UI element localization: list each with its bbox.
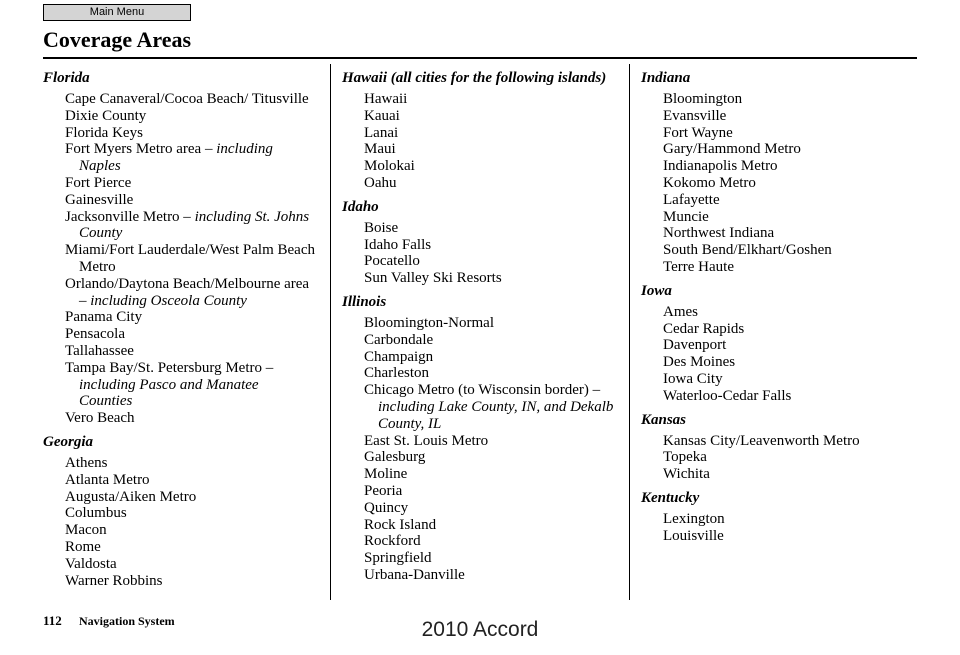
city-name: Peoria [364, 482, 403, 499]
city-item [47, 242, 315, 276]
city-name: Northwest Indiana [663, 225, 775, 242]
city-name: Vero Beach [65, 410, 135, 427]
state-heading: Georgia [43, 433, 93, 450]
city-name: Evansville [663, 107, 727, 124]
city-item [645, 449, 916, 466]
city-item [645, 242, 916, 259]
city-item [47, 343, 315, 360]
city-item [47, 192, 315, 209]
main-menu-button[interactable]: Main Menu [43, 4, 191, 21]
column-2 [342, 69, 617, 584]
city-item [645, 158, 916, 175]
city-item [47, 141, 315, 175]
city-item [346, 141, 617, 158]
city-item [47, 175, 315, 192]
city-item [47, 573, 315, 590]
city-name: Gainesville [65, 191, 134, 208]
city-item [346, 533, 617, 550]
city-item [47, 209, 315, 243]
city-item [47, 522, 315, 539]
column-divider [629, 64, 630, 600]
watermark: 2010 Accord [421, 618, 539, 641]
city-name: Boise [364, 219, 399, 236]
city-item [346, 500, 617, 517]
city-item [645, 108, 916, 125]
city-name: Charleston [364, 365, 429, 382]
city-name: South Bend/Elkhart/Goshen [663, 242, 832, 259]
city-item [346, 365, 617, 382]
city-item [645, 388, 916, 405]
city-name: Lexington [663, 510, 725, 527]
city-name: Molokai [364, 158, 415, 175]
city-name: Rockford [364, 533, 421, 550]
city-name: Florida Keys [65, 124, 143, 141]
city-item [346, 466, 617, 483]
footer-section-label: Navigation System [79, 614, 175, 628]
city-name: Warner Robbins [65, 572, 163, 589]
state-heading: Florida [43, 70, 90, 86]
city-name: Dixie County [65, 107, 147, 124]
city-item [645, 466, 916, 483]
city-item [346, 449, 617, 466]
city-item [645, 91, 916, 108]
state-heading: Hawaii (all cities for the following islands) [342, 70, 607, 86]
city-name: Waterloo-Cedar Falls [663, 387, 792, 404]
city-item [346, 220, 617, 237]
city-item [47, 410, 315, 427]
city-item [47, 505, 315, 522]
city-item [645, 225, 916, 242]
city-item [645, 259, 916, 276]
city-name: Urbana-Danville [364, 566, 465, 583]
city-name: Rome [65, 538, 101, 555]
city-item [346, 108, 617, 125]
city-item [47, 455, 315, 472]
city-name: Terre Haute [663, 258, 734, 275]
city-item [47, 309, 315, 326]
city-item [645, 125, 916, 142]
city-name: Idaho Falls [364, 236, 432, 253]
city-name: Augusta/Aiken Metro [65, 488, 197, 505]
city-item [47, 276, 315, 310]
city-name: Pensacola [65, 326, 125, 343]
city-item [47, 360, 315, 410]
city-item [346, 158, 617, 175]
city-name: Des Moines [663, 354, 736, 371]
city-name: Miami/Fort Lauderdale/West Palm Beach Metro [65, 242, 315, 275]
city-name: Rock Island [364, 516, 437, 533]
city-name: Kauai [364, 107, 400, 124]
city-name: Wichita [663, 466, 710, 483]
column-3 [641, 69, 916, 545]
city-item [346, 91, 617, 108]
city-name: Sun Valley Ski Resorts [364, 270, 502, 287]
city-name: Lanai [364, 124, 399, 141]
city-name: Maui [364, 141, 396, 158]
city-item [645, 337, 916, 354]
city-note: – including Lake County, IN, and Dekalb County, IL [378, 382, 614, 432]
city-name: Iowa City [663, 370, 723, 387]
city-name: Bloomington [663, 91, 743, 107]
city-name: Kansas City/Leavenworth Metro [663, 432, 860, 449]
city-name: Champaign [364, 348, 434, 365]
city-item [346, 253, 617, 270]
state-heading: Kansas [641, 411, 687, 428]
city-name: Orlando/Daytona Beach/Melbourne area – [65, 275, 310, 309]
state-heading: Kentucky [641, 489, 700, 506]
state-heading: Idaho [342, 198, 379, 215]
city-item [346, 270, 617, 287]
city-item [346, 517, 617, 534]
city-name: Fort Wayne [663, 124, 733, 141]
city-item [346, 315, 617, 332]
city-item [645, 209, 916, 226]
city-item [47, 326, 315, 343]
city-name: Atlanta Metro [65, 471, 150, 488]
city-item [346, 567, 617, 584]
city-note: including Osceola County [90, 292, 247, 309]
city-name: Columbus [65, 505, 127, 522]
city-item [645, 321, 916, 338]
city-item [346, 550, 617, 567]
city-name: Tallahassee [65, 342, 134, 359]
city-name: Moline [364, 466, 408, 483]
city-name: Fort Pierce [65, 174, 132, 191]
city-name: Cape Canaveral/Cocoa Beach/ Titusville [65, 91, 309, 107]
city-name: Panama City [65, 309, 143, 326]
city-item [645, 511, 916, 528]
city-name: Oahu [364, 174, 397, 191]
city-name: East St. Louis Metro [364, 432, 489, 449]
city-name: Bloomington-Normal [364, 314, 494, 331]
city-name: Chicago Metro (to Wisconsin border) [364, 382, 593, 399]
city-item [645, 354, 916, 371]
city-item [346, 332, 617, 349]
state-heading: Indiana [641, 70, 691, 86]
city-name: Carbondale [364, 331, 434, 348]
city-item [47, 489, 315, 506]
city-name: Pocatello [364, 253, 420, 270]
column-divider [330, 64, 331, 600]
city-name: Springfield [364, 550, 432, 567]
city-item [645, 528, 916, 545]
city-item [346, 349, 617, 366]
city-item [645, 371, 916, 388]
column-1 [43, 69, 315, 589]
city-note: including Pasco and Manatee Counties [79, 376, 259, 410]
title-divider [43, 57, 917, 59]
city-item [346, 175, 617, 192]
page-title: Coverage Areas [43, 27, 192, 52]
city-name: Fort Myers Metro area – [65, 141, 217, 158]
city-item [47, 556, 315, 573]
city-name: Gary/Hammond Metro [663, 141, 801, 158]
city-name: Jacksonville Metro – [65, 208, 195, 225]
city-name: Valdosta [65, 555, 117, 572]
city-item [645, 141, 916, 158]
city-item [47, 125, 315, 142]
city-item [47, 91, 315, 108]
city-item [645, 192, 916, 209]
city-name: Quincy [364, 499, 409, 516]
city-item [346, 382, 617, 432]
city-name: Galesburg [364, 449, 426, 466]
city-item [346, 433, 617, 450]
city-name: Cedar Rapids [663, 320, 745, 337]
city-item [346, 125, 617, 142]
city-name: Kokomo Metro [663, 174, 756, 191]
city-item [47, 539, 315, 556]
city-name: Hawaii [364, 91, 408, 107]
city-item [346, 237, 617, 254]
city-note: including St. Johns County [79, 208, 310, 242]
city-name: Macon [65, 522, 107, 539]
city-note: including Naples [79, 141, 273, 175]
city-name: Indianapolis Metro [663, 158, 778, 175]
city-name: Topeka [663, 449, 707, 466]
city-name: Ames [663, 303, 698, 320]
city-name: Louisville [663, 527, 724, 544]
city-name: Tampa Bay/St. Petersburg Metro – [65, 359, 274, 376]
state-heading: Illinois [342, 293, 387, 310]
city-item [645, 304, 916, 321]
city-item [47, 472, 315, 489]
city-item [645, 433, 916, 450]
page-number: 112 [43, 613, 62, 628]
city-name: Muncie [663, 208, 709, 225]
city-item [645, 175, 916, 192]
city-item [346, 483, 617, 500]
city-name: Lafayette [663, 191, 720, 208]
state-heading: Iowa [641, 282, 672, 299]
city-name: Davenport [663, 337, 727, 354]
city-name: Athens [65, 454, 108, 471]
city-item [47, 108, 315, 125]
